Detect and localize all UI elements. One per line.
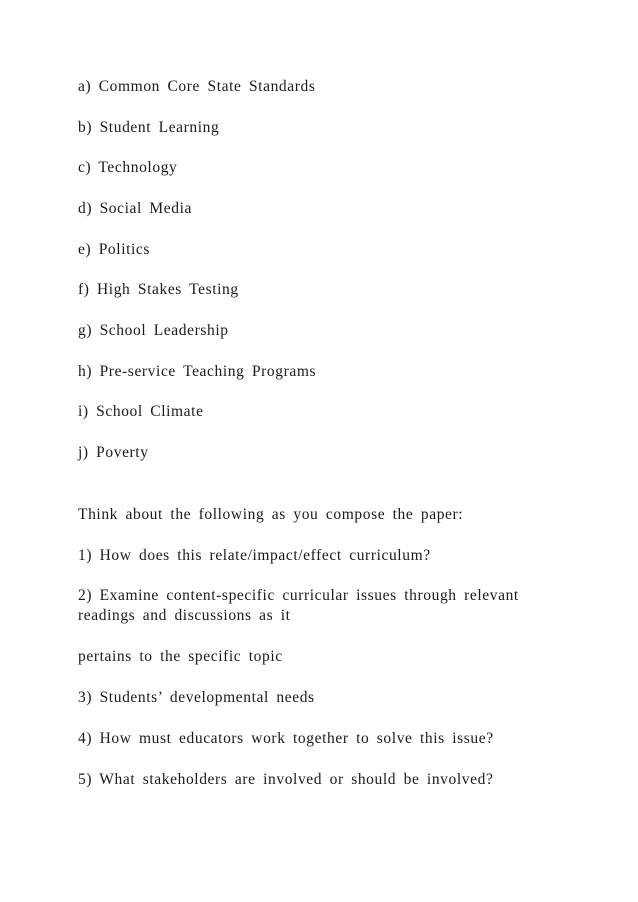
question-2-line-3: pertains to the specific topic [78,648,283,665]
topic-item-e: e) Politics [78,241,151,258]
topic-item-b: b) Student Learning [78,119,220,136]
topic-item-i: i) School Climate [78,403,204,420]
topic-item-d: d) Social Media [78,200,193,217]
question-1: 1) How does this relate/impact/effect curriculum? [78,547,431,564]
topic-item-j: j) Poverty [78,444,149,461]
topic-item-c: c) Technology [78,159,178,176]
topic-item-h: h) Pre-service Teaching Programs [78,363,317,380]
question-4: 4) How must educators work together to solve this issue? [78,730,494,747]
topic-item-g: g) School Leadership [78,322,229,339]
topic-item-f: f) High Stakes Testing [78,281,239,298]
question-5: 5) What stakeholders are involved or should be involved? [78,771,494,788]
question-3: 3) Students’ developmental needs [78,689,315,706]
compose-prompt: Think about the following as you compose the paper: [78,506,464,523]
question-2-line-1: 2) Examine content-specific curricular issues through relevant [78,587,519,604]
topic-item-a: a) Common Core State Standards [78,78,316,95]
question-2-line-2: readings and discussions as it [78,607,291,624]
